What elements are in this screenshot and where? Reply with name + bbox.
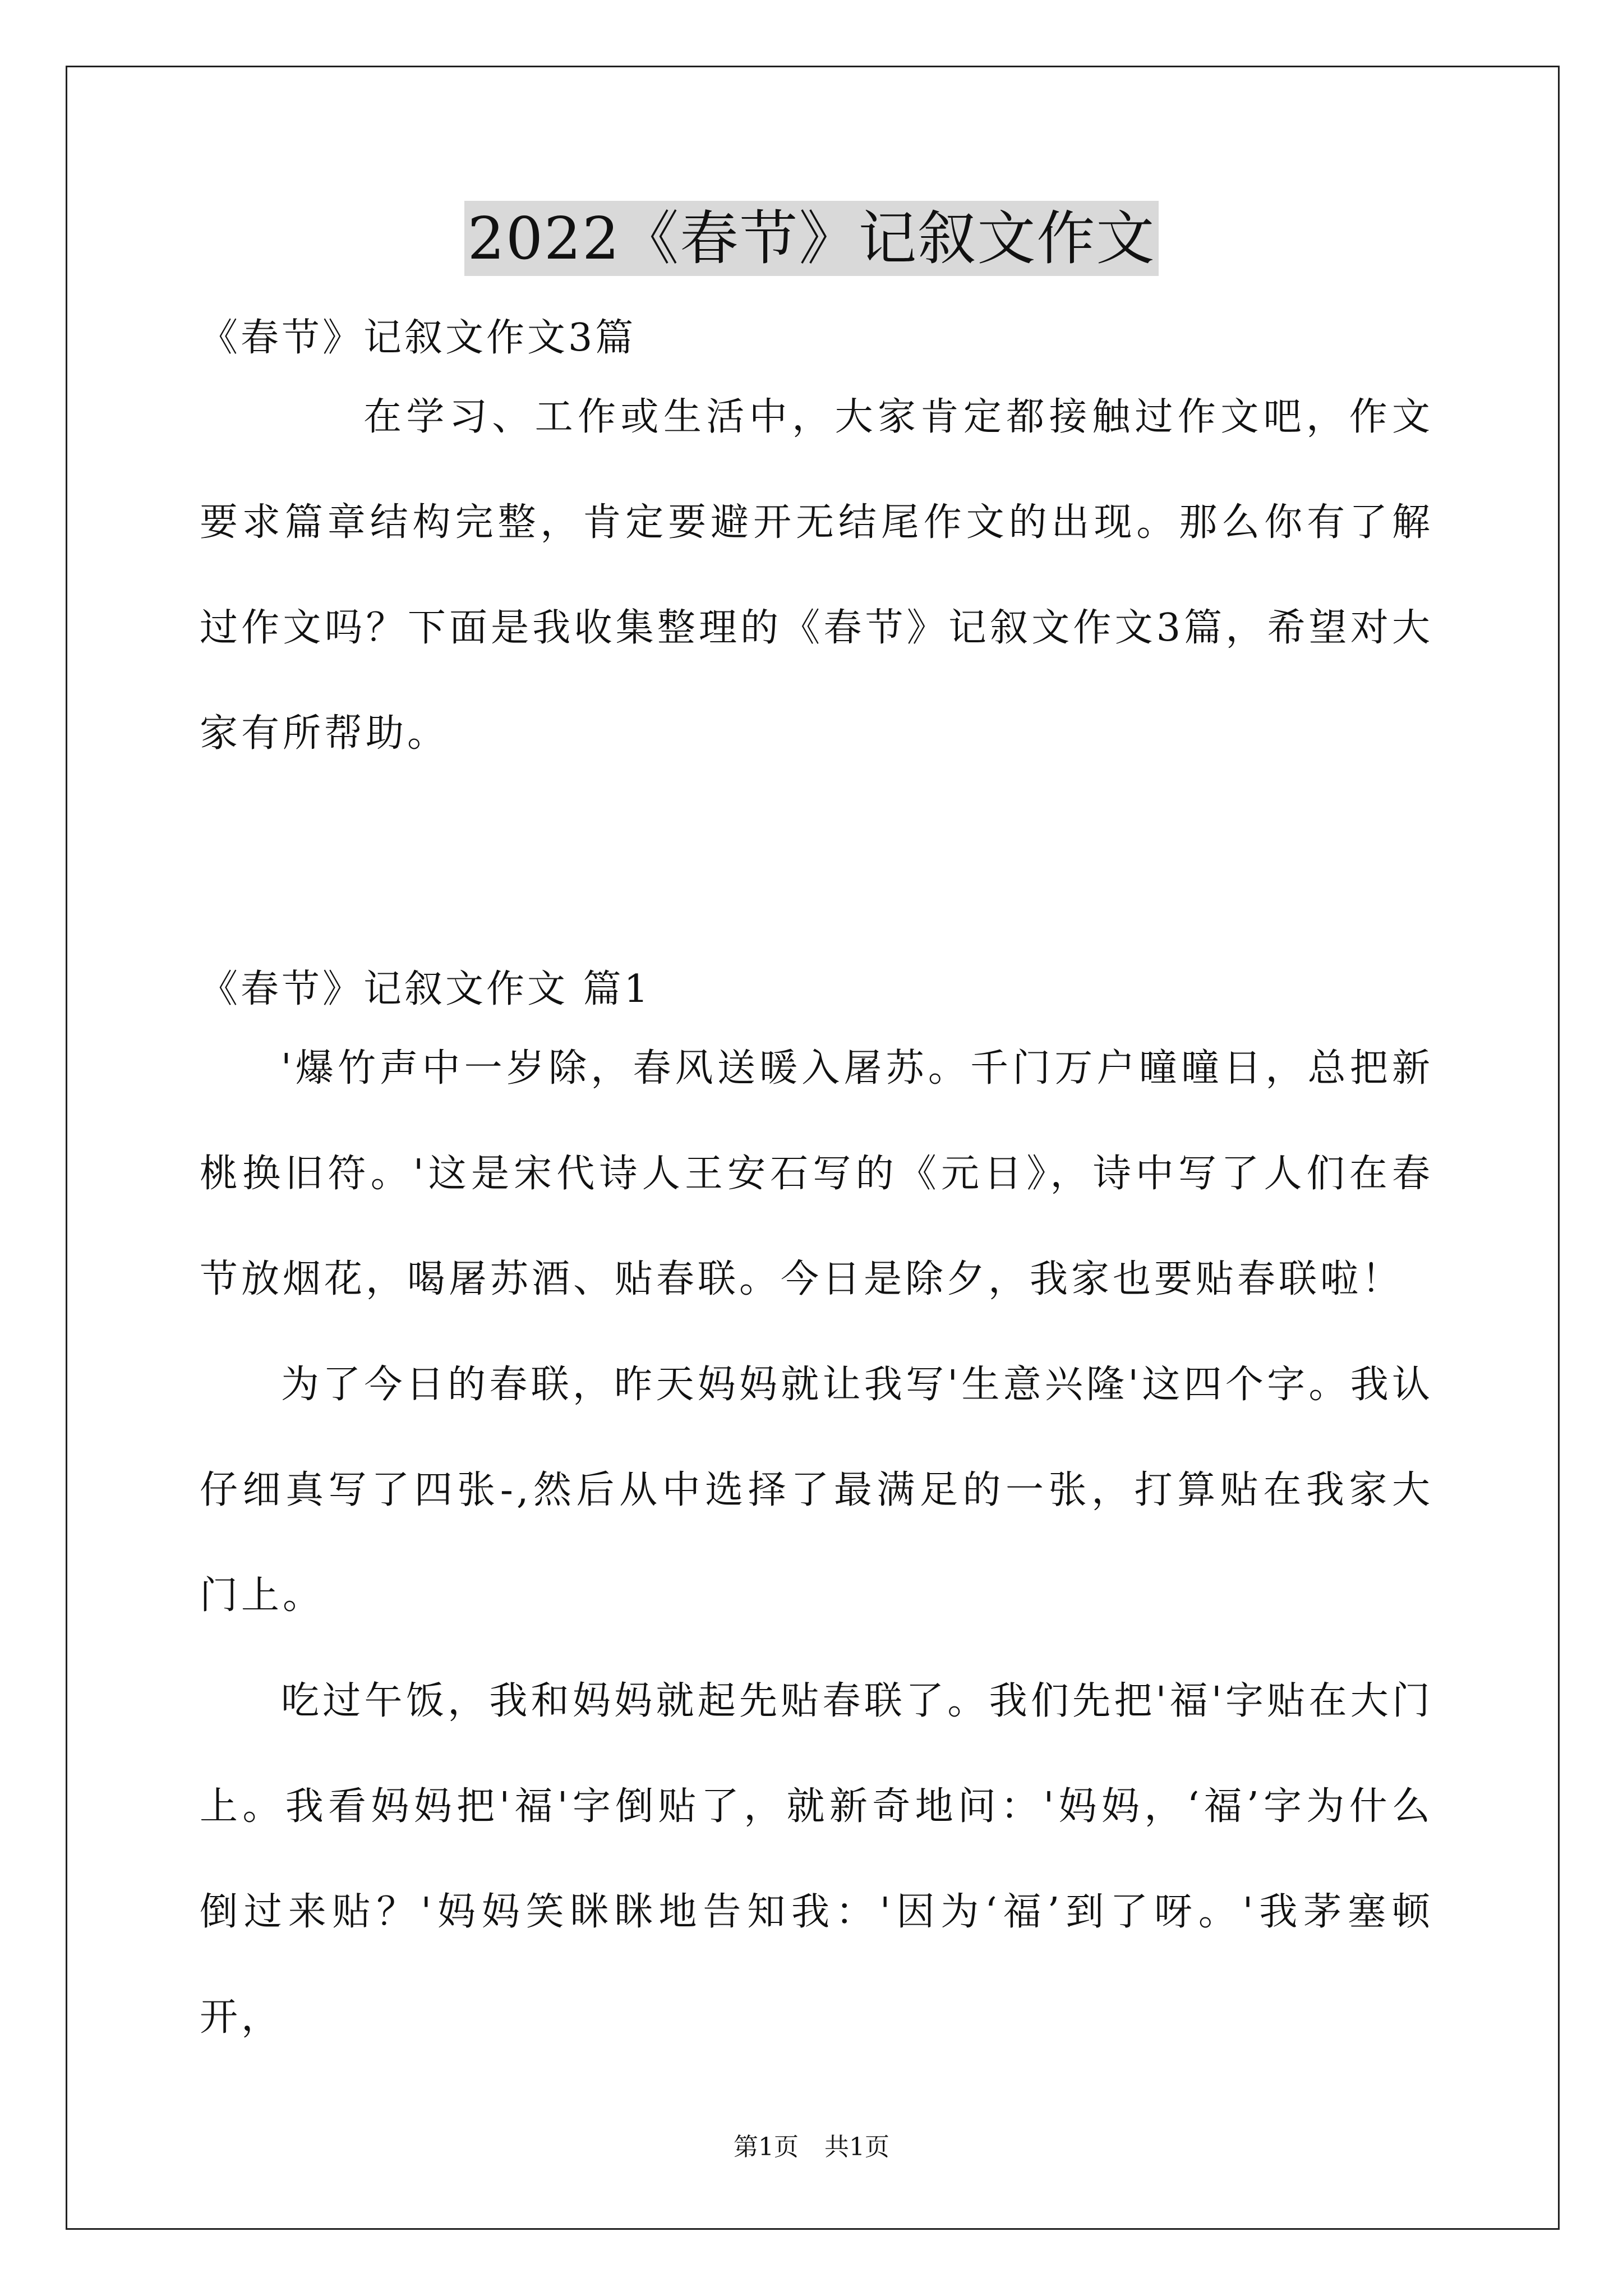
title-container xyxy=(0,201,1623,276)
page-total: 共1页 xyxy=(824,2133,889,2161)
intro-subhead: 《春节》记叙文作文3篇 xyxy=(200,316,637,360)
body-paragraph: 为了今日的春联，昨天妈妈就让我写'生意兴隆'这四个字。我认仔细真写了四张-,然后从中选择了最满足的一张，打算贴在我家大门上。 xyxy=(200,1363,1433,1618)
section-heading: 《春节》记叙文作文 篇1 xyxy=(200,967,651,1011)
body-paragraph: 吃过午饭，我和妈妈就起先贴春联了。我们先把'福'字贴在大门上。我看妈妈把'福'字倒贴了，就新奇地问：'妈妈，‘福’字为什么倒过来贴？'妈妈笑眯眯地告知我：'因为‘福’到了呀。'我茅塞顿开， xyxy=(200,1679,1433,2040)
page-number: 第1页 xyxy=(734,2133,799,2161)
page-footer xyxy=(0,2131,1623,2164)
intro-paragraph: 在学习、工作或生活中，大家肯定都接触过作文吧，作文要求篇章结构完整，肯定要避开无结尾作文的出现。那么你有了解过作文吗？下面是我收集整理的《春节》记叙文作文3篇，希望对大家有所帮助。 xyxy=(200,395,1433,756)
body-paragraph: '爆竹声中一岁除，春风送暖入屠苏。千门万户曈曈日，总把新桃换旧符。'这是宋代诗人王安石写的《元日》，诗中写了人们在春节放烟花，喝屠苏酒、贴春联。今日是除夕，我家也要贴春联啦！ xyxy=(200,1046,1433,1301)
document-body xyxy=(200,312,1433,2070)
document-title: 2022《春节》记叙文作文 xyxy=(464,201,1159,276)
